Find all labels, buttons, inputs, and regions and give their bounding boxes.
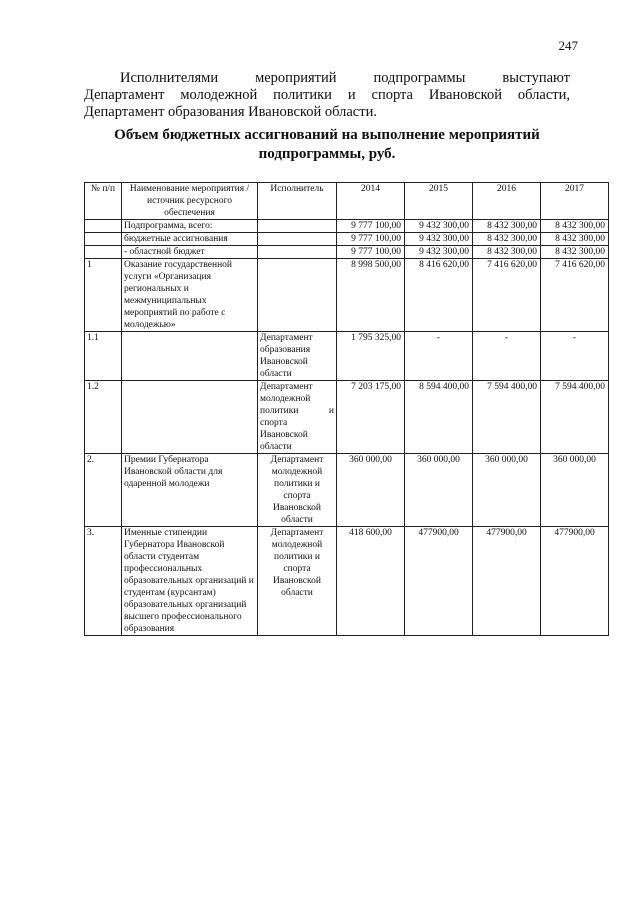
row-exec	[258, 246, 337, 259]
table-row	[85, 527, 609, 636]
row-2016: -	[473, 332, 541, 381]
row-2015: 360 000,00	[405, 454, 473, 527]
row-2016: 8 432 300,00	[473, 246, 541, 259]
row-2015: 8 416 620,00	[405, 259, 473, 332]
row-2014: 9 777 100,00	[337, 220, 405, 233]
page-number: 247	[558, 38, 578, 53]
row-name: Именные стипендии Губернатора Ивановской области студентам профессиональных образовательных организаций и студентам (курсантам) образовательных организаций высшего профессионального образования	[122, 527, 258, 636]
row-2015: 8 594 400,00	[405, 381, 473, 454]
table-row	[85, 220, 609, 233]
row-2017: -	[541, 332, 609, 381]
header-num: № п/п	[85, 183, 122, 220]
row-name: Подпрограмма, всего:	[122, 220, 258, 233]
table-title	[84, 126, 570, 164]
row-2017: 7 594 400,00	[541, 381, 609, 454]
row-name: бюджетные ассигнования	[122, 233, 258, 246]
row-2015: 9 432 300,00	[405, 233, 473, 246]
row-2014: 9 777 100,00	[337, 233, 405, 246]
row-num: 1.2	[85, 381, 122, 454]
header-2015: 2015	[405, 183, 473, 220]
row-num: 3.	[85, 527, 122, 636]
row-num	[85, 220, 122, 233]
header-2016: 2016	[473, 183, 541, 220]
row-2015: 9 432 300,00	[405, 246, 473, 259]
row-num	[85, 233, 122, 246]
table-row	[85, 454, 609, 527]
row-exec: Департамент молодежной политики и спорта Ивановской области	[258, 381, 337, 454]
table-row	[85, 233, 609, 246]
row-exec: Департамент образования Ивановской области	[258, 332, 337, 381]
row-2016: 360 000,00	[473, 454, 541, 527]
row-2015: 477900,00	[405, 527, 473, 636]
row-num	[85, 246, 122, 259]
row-exec	[258, 233, 337, 246]
row-2016: 8 432 300,00	[473, 220, 541, 233]
intro-line-2: Департамент молодежной политики и спорта Ивановской области,	[84, 87, 570, 103]
table-title-line-1: Объем бюджетных ассигнований на выполнение мероприятий	[114, 127, 540, 143]
row-num: 2.	[85, 454, 122, 527]
row-2014: 360 000,00	[337, 454, 405, 527]
row-name	[122, 332, 258, 381]
row-2014: 7 203 175,00	[337, 381, 405, 454]
row-exec: Департамент молодежной политики и спорта Ивановской области	[258, 527, 337, 636]
row-name: - областной бюджет	[122, 246, 258, 259]
header-2017: 2017	[541, 183, 609, 220]
table-row	[85, 259, 609, 332]
intro-line-3: Департамент образования Ивановской области.	[84, 104, 377, 120]
intro-line-1: Исполнителями мероприятий подпрограммы выступают	[120, 70, 570, 86]
row-2015: 9 432 300,00	[405, 220, 473, 233]
row-2017: 8 432 300,00	[541, 220, 609, 233]
row-2014: 1 795 325,00	[337, 332, 405, 381]
row-2016: 7 416 620,00	[473, 259, 541, 332]
row-2016: 7 594 400,00	[473, 381, 541, 454]
row-exec: Департамент молодежной политики и спорта Ивановской области	[258, 454, 337, 527]
row-2017: 360 000,00	[541, 454, 609, 527]
row-num: 1.1	[85, 332, 122, 381]
table-row	[85, 332, 609, 381]
row-num: 1	[85, 259, 122, 332]
row-name	[122, 381, 258, 454]
row-2017: 8 432 300,00	[541, 246, 609, 259]
budget-table	[84, 182, 609, 636]
row-2017: 477900,00	[541, 527, 609, 636]
row-name: Премии Губернатора Ивановской области для одаренной молодежи	[122, 454, 258, 527]
table-header-row	[85, 183, 609, 220]
row-2014: 8 998 500,00	[337, 259, 405, 332]
row-exec	[258, 220, 337, 233]
row-2016: 8 432 300,00	[473, 233, 541, 246]
table-row	[85, 246, 609, 259]
row-2016: 477900,00	[473, 527, 541, 636]
row-2014: 418 600,00	[337, 527, 405, 636]
row-2017: 8 432 300,00	[541, 233, 609, 246]
row-exec	[258, 259, 337, 332]
row-name: Оказание государственной услуги «Организация региональных и межмуниципальных мероприятий по работе с молодежью»	[122, 259, 258, 332]
header-name: Наименование мероприятия / источник ресурсного обеспечения	[122, 183, 258, 220]
table-row	[85, 381, 609, 454]
row-2017: 7 416 620,00	[541, 259, 609, 332]
table-title-line-2: подпрограммы, руб.	[258, 146, 396, 162]
row-2014: 9 777 100,00	[337, 246, 405, 259]
row-2015: -	[405, 332, 473, 381]
header-2014: 2014	[337, 183, 405, 220]
intro-paragraph	[84, 70, 570, 121]
header-exec: Исполнитель	[258, 183, 337, 220]
